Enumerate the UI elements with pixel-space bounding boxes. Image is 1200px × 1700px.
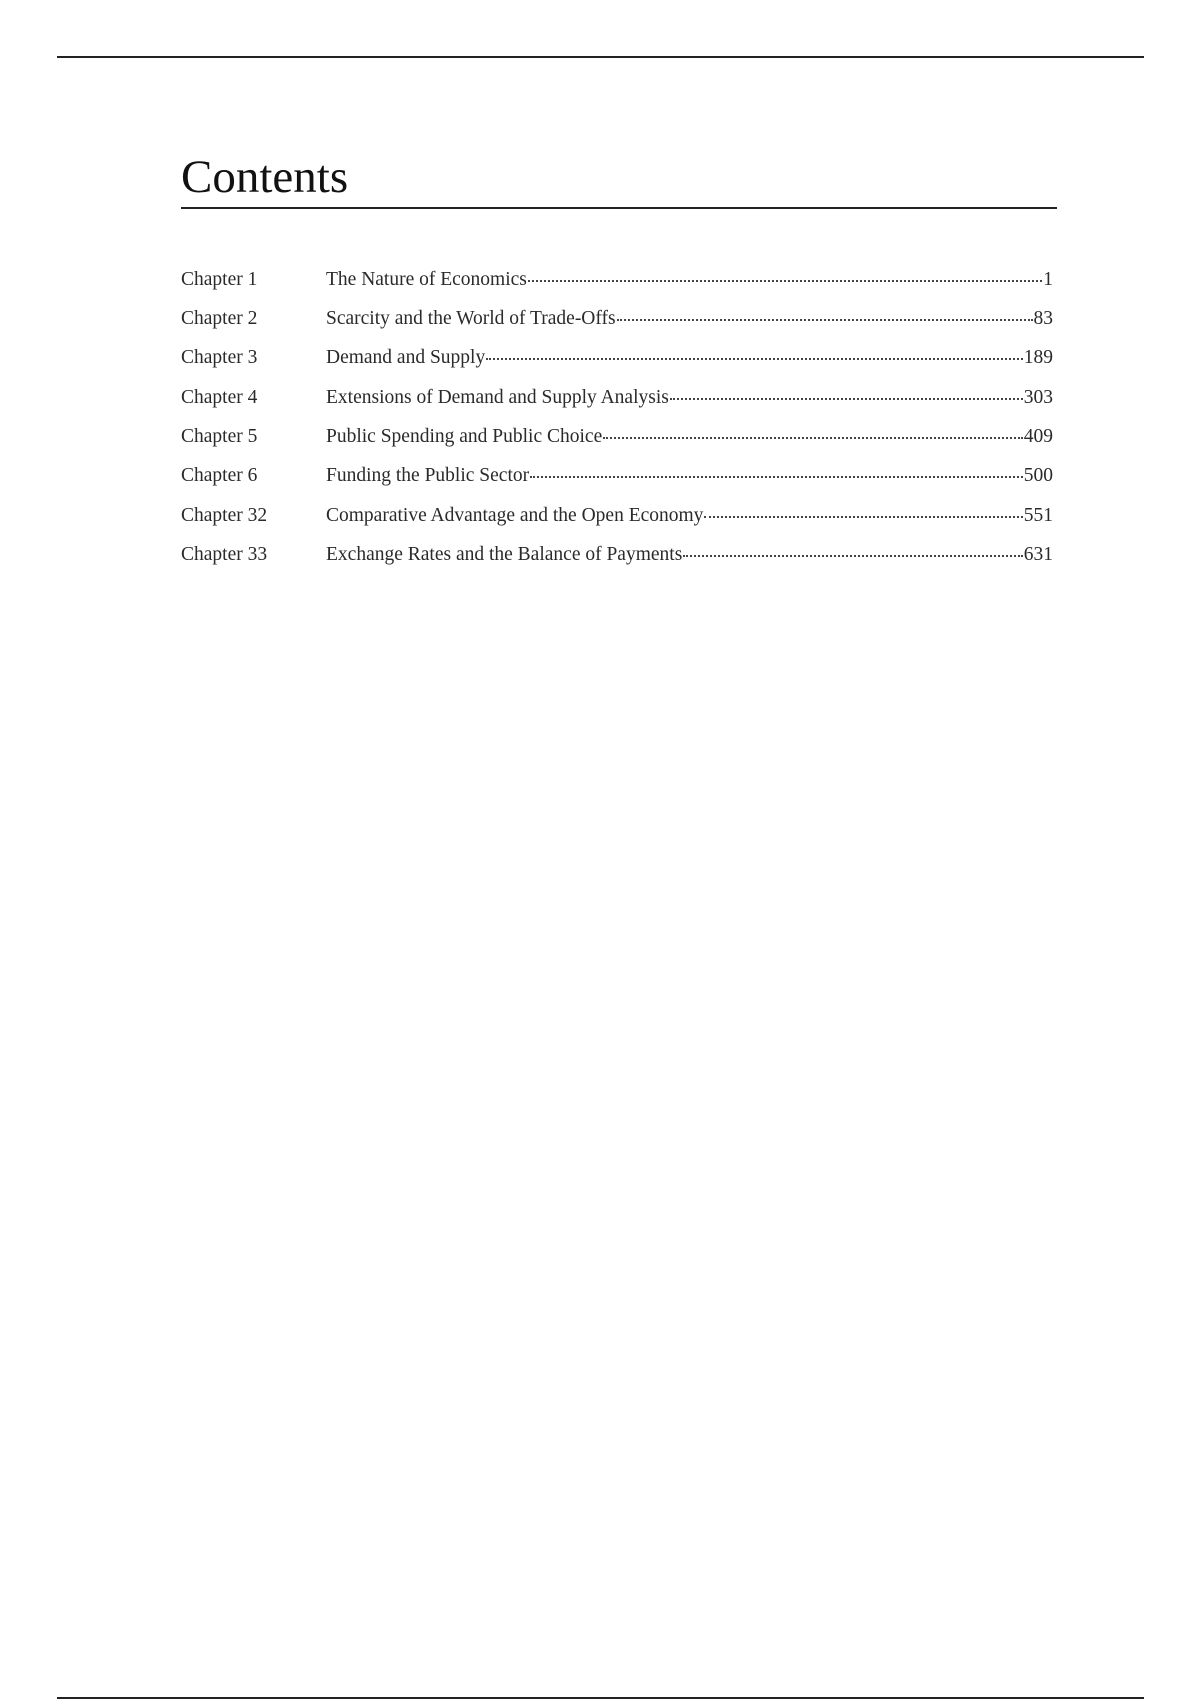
toc-chapter-label: Chapter 3 [181,347,258,369]
toc-page-number: 189 [1023,347,1053,369]
toc-page-number: 551 [1023,504,1053,526]
toc-entry[interactable] [181,344,1057,383]
toc-chapter-title: The Nature of Economics [326,268,527,290]
toc-entry[interactable] [181,423,1057,462]
toc-chapter-title: Public Spending and Public Choice [326,426,603,448]
toc-page-number: 500 [1023,465,1053,487]
toc-dot-leader [603,423,1023,443]
toc-dot-leader [528,265,1042,285]
toc-chapter-label: Chapter 2 [181,307,258,329]
toc-chapter-title: Exchange Rates and the Balance of Payments [326,544,683,566]
toc-page-number: 409 [1023,426,1053,448]
toc-page-number: 1 [1043,268,1053,290]
toc-chapter-label: Chapter 32 [181,504,268,526]
toc-chapter-title: Scarcity and the World of Trade-Offs [326,307,616,329]
toc-entry[interactable] [181,501,1057,540]
toc-entry[interactable] [181,265,1057,304]
toc-dot-leader [683,541,1022,561]
toc-dot-leader [704,501,1022,521]
toc-dot-leader [486,344,1023,364]
footer-rule [57,1697,1144,1699]
toc-chapter-label: Chapter 4 [181,386,258,408]
toc-dot-leader [530,462,1023,482]
toc-dot-leader [670,383,1023,403]
toc-chapter-label: Chapter 1 [181,268,258,290]
toc-entry[interactable] [181,383,1057,422]
toc-entry[interactable] [181,541,1057,580]
contents-section [181,140,1057,580]
toc-page-number: 303 [1023,386,1053,408]
toc-dot-leader [617,304,1033,324]
toc-chapter-title: Demand and Supply [326,347,486,369]
toc-page-number: 83 [1033,307,1053,329]
toc-chapter-label: Chapter 6 [181,465,258,487]
toc-chapter-title: Funding the Public Sector [326,465,530,487]
toc-chapter-title: Comparative Advantage and the Open Economy [326,504,704,526]
toc-chapter-label: Chapter 5 [181,426,258,448]
toc-chapter-label: Chapter 33 [181,544,268,566]
header-rule [57,56,1144,58]
toc-chapter-title: Extensions of Demand and Supply Analysis [326,386,669,408]
toc-entry[interactable] [181,304,1057,343]
page-title: Contents [181,154,1057,209]
toc-entry[interactable] [181,462,1057,501]
table-of-contents [181,265,1057,580]
toc-page-number: 631 [1023,544,1053,566]
